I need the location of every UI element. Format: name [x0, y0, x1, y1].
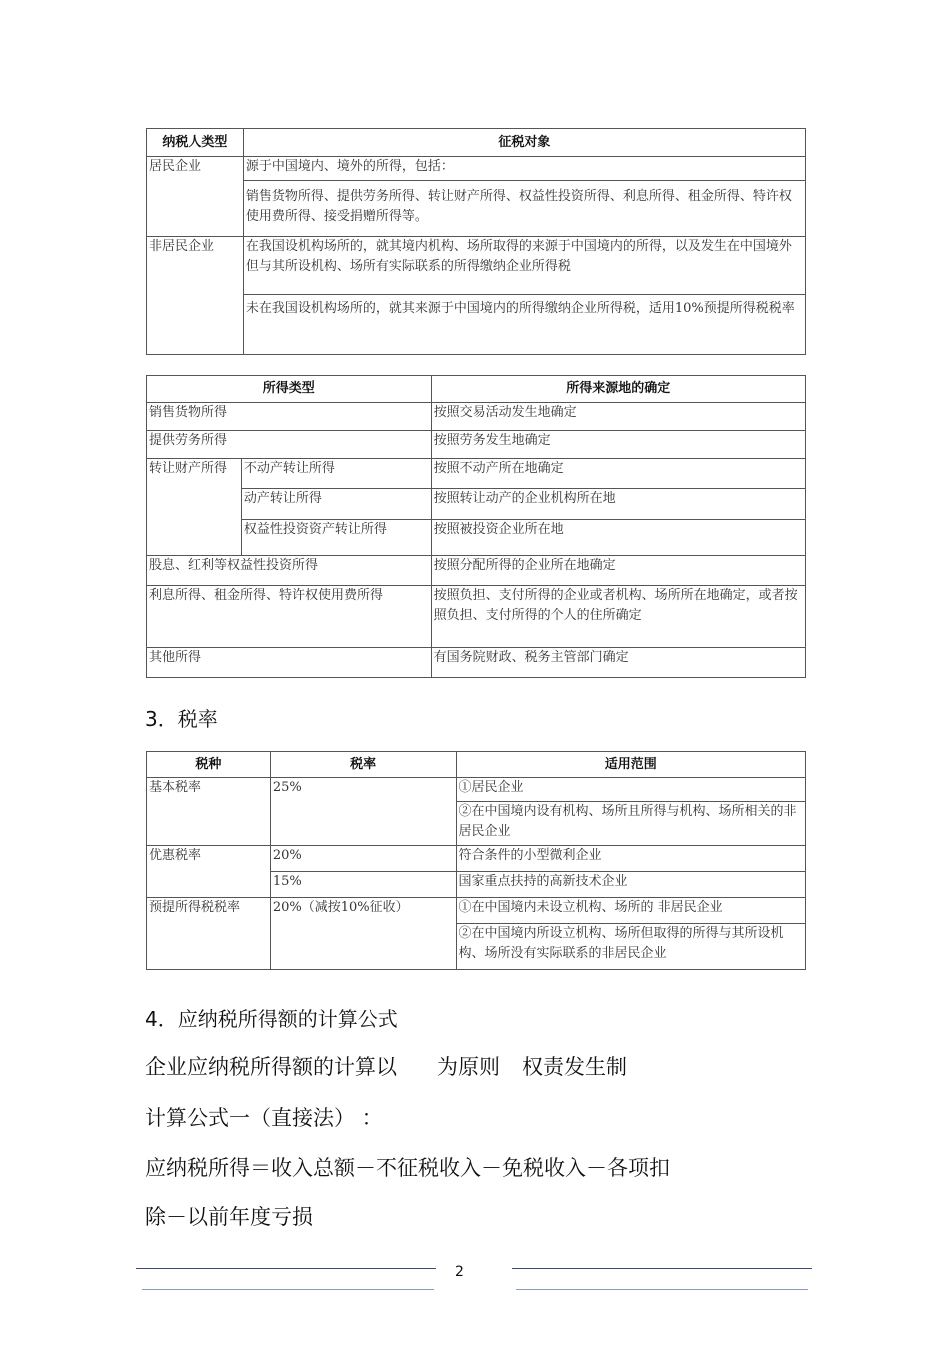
- income-type-cell: 股息、红利等权益性投资所得: [147, 556, 432, 586]
- accrual-principle-line: [145, 1051, 627, 1081]
- scope-cell: ①在中国境内未设立机构、场所的 非居民企业: [456, 898, 805, 924]
- section-4-heading: 4．应纳税所得额的计算公式: [145, 1007, 398, 1031]
- rate-name-cell: 基本税率: [147, 778, 271, 846]
- section-3-heading: 3．税率: [145, 707, 218, 731]
- nonresident-row1: 在我国设机构场所的，就其境内机构、场所取得的来源于中国境内的所得，以及发生在中国境外但与其所设机构、场所有实际联系的所得缴纳企业所得税: [243, 237, 805, 295]
- scope-cell: 国家重点扶持的高新技术企业: [456, 872, 805, 898]
- footer-rule-right-bottom: [516, 1289, 808, 1290]
- scope-cell: ①居民企业: [456, 778, 805, 802]
- accrual-line-part2: 为原则: [437, 1055, 500, 1079]
- tax-rate-table: [146, 751, 806, 970]
- income-source-table: [146, 375, 806, 678]
- source-cell: 按照交易活动发生地确定: [431, 403, 805, 431]
- formula-one-label: 计算公式一（直接法） ：: [145, 1106, 383, 1130]
- source-cell: 按照劳务发生地确定: [431, 431, 805, 459]
- resident-row1: 源于中国境内、境外的所得，包括：: [243, 157, 805, 181]
- header-source-determination: 所得来源地的确定: [431, 376, 805, 403]
- income-subtype-cell: 不动产转让所得: [241, 459, 431, 489]
- header-tax-rate: 税率: [270, 752, 456, 778]
- scope-cell: ②在中国境内设有机构、场所且所得与机构、场所相关的非居民企业: [456, 802, 805, 846]
- taxpayer-table: [146, 128, 806, 355]
- rate-value-cell: 20%: [270, 846, 456, 872]
- rate-name-cell: 预提所得税税率: [147, 898, 271, 970]
- formula-line-continued: 除－以前年度亏损: [145, 1205, 313, 1229]
- rate-value-cell: 15%: [270, 872, 456, 898]
- formula-line: 应纳税所得＝收入总额－不征税收入－免税收入－各项扣: [145, 1156, 670, 1180]
- source-cell: 按照被投资企业所在地: [431, 520, 805, 556]
- income-type-cell: 其他所得: [147, 648, 432, 678]
- resident-type: 居民企业: [147, 157, 244, 237]
- rate-name-cell: 优惠税率: [147, 846, 271, 898]
- header-scope: 适用范围: [456, 752, 805, 778]
- resident-row2: 销售货物所得、提供劳务所得、转让财产所得、权益性投资所得、利息所得、租金所得、特许权使用费所得、接受捐赠所得等。: [243, 181, 805, 237]
- accrual-line-part3: 权责发生制: [522, 1055, 627, 1079]
- header-taxpayer-type: 纳税人类型: [147, 129, 244, 157]
- header-income-type: 所得类型: [147, 376, 432, 403]
- footer-rule-left-bottom: [142, 1289, 434, 1290]
- income-group-cell: 转让财产所得: [147, 459, 242, 556]
- income-subtype-cell: 动产转让所得: [241, 489, 431, 520]
- header-tax-object: 征税对象: [243, 129, 805, 157]
- income-type-cell: 提供劳务所得: [147, 431, 432, 459]
- income-type-cell: 销售货物所得: [147, 403, 432, 431]
- rate-value-cell: 25%: [270, 778, 456, 846]
- page-number: 2: [455, 1264, 464, 1280]
- source-cell: 有国务院财政、税务主管部门确定: [431, 648, 805, 678]
- accrual-line-part1: 企业应纳税所得额的计算以: [145, 1055, 397, 1079]
- footer-rule-left-top: [136, 1268, 436, 1269]
- income-subtype-cell: 权益性投资资产转让所得: [241, 520, 431, 556]
- source-cell: 按照转让动产的企业机构所在地: [431, 489, 805, 520]
- nonresident-row2: 未在我国设机构场所的，就其来源于中国境内的所得缴纳企业所得税，适用10%预提所得税税率: [243, 295, 805, 355]
- source-cell: 按照不动产所在地确定: [431, 459, 805, 489]
- footer-rule-right-top: [512, 1268, 812, 1269]
- scope-cell: ②在中国境内所设立机构、场所但取得的所得与其所设机构、场所没有实际联系的非居民企业: [456, 924, 805, 970]
- header-tax-type: 税种: [147, 752, 271, 778]
- source-cell: 按照分配所得的企业所在地确定: [431, 556, 805, 586]
- nonresident-type: 非居民企业: [147, 237, 244, 355]
- source-cell: 按照负担、支付所得的企业或者机构、场所所在地确定，或者按照负担、支付所得的个人的住所确定: [431, 586, 805, 648]
- scope-cell: 符合条件的小型微利企业: [456, 846, 805, 872]
- rate-value-cell: 20%（减按10%征收）: [270, 898, 456, 970]
- income-type-cell: 利息所得、租金所得、特许权使用费所得: [147, 586, 432, 648]
